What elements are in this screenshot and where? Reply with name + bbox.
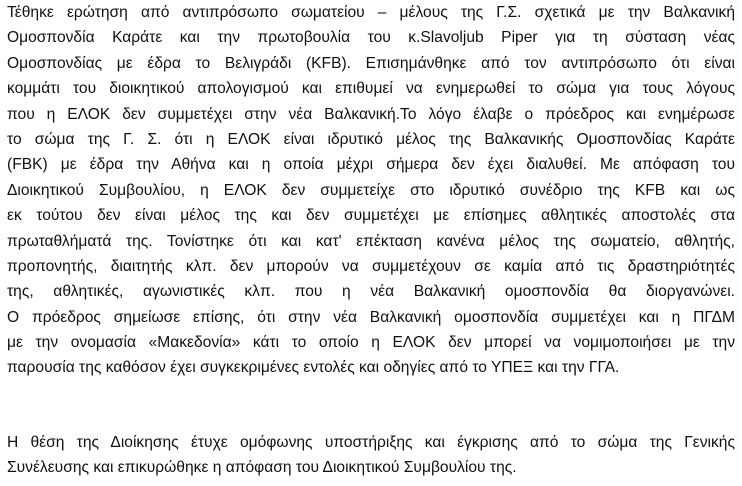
text-line: το σώμα της Γ. Σ. ότι η ΕΛΟΚ είναι ιδρυτικό μέλος της Βαλκανικής Ομοσπονδίας Καράτε	[7, 130, 735, 148]
text-line: της, αθλητικές, αγωνιστικές κλπ. που η νέα Βαλκανική ομοσπονδία θα διοργανώνει.	[7, 283, 735, 301]
text-line: που η ΕΛΟΚ δεν συμμετέχει στην νέα Βαλκανική.Το λόγο έλαβε ο πρόεδρος και ενημέρωσε	[7, 105, 735, 123]
text-line: Ομοσπονδίας με έδρα το Βελιγράδι (KFB). Επισημάνθηκε από τον αντιπρόσωπο ότι είναι	[7, 54, 735, 72]
text-line: εκ τούτου δεν είναι μέλος της και δεν συμμετέχει με επίσημες αθλητικές αποστολές στα	[7, 207, 735, 225]
text-line: (FBK) με έδρα την Αθήνα και η οποία μέχρι σήμερα δεν έχει διαλυθεί. Με απόφαση του	[7, 156, 735, 174]
text-line: προπονητής, διαιτητής κλπ. δεν μπορούν να συμμετέχουν σε καμία από τις δραστηριότητές	[7, 257, 735, 275]
text-line: κομμάτι του διοικητικού απολογισμού και επιθυμεί να ενημερωθεί το σώμα για τους λόγους	[7, 80, 735, 98]
text-line: Τέθηκε ερώτηση από αντιπρόσωπο σωματείου – μέλους της Γ.Σ. σχετικά με την Βαλκανική	[7, 4, 735, 21]
text-line: πρωταθλήματά της. Τονίστηκε ότι και κατ' επέκταση κανένα μέλος της σωματείο, αθλητής,	[7, 232, 735, 250]
paragraph-question-balkan-federation	[7, 0, 735, 381]
text-line: Ο πρόεδρος σημείωσε επίσης, ότι στην νέα Βαλκανική ομοσπονδία συμμετέχει και η ΠΓΔΜ	[7, 308, 735, 326]
text-line: Συνέλευσης και επικυρώθηκε η απόφαση του Διοικητικού Συμβουλίου της.	[7, 459, 517, 477]
paragraph-assembly-approval	[7, 430, 735, 481]
text-line: Η θέση της Διοίκησης έτυχε ομόφωνης υποστήριξης και έγκρισης από το σώμα της Γενικής	[7, 434, 735, 451]
text-line: παρουσία της καθόσον έχει συγκεκριμένες εντολές και οδηγίες από το ΥΠΕΞ και την ΓΓΑ.	[7, 359, 620, 377]
text-line: Διοικητικού Συμβουλίου, η ΕΛΟΚ δεν συμμετείχε στο ιδρυτικό συνέδριο της KFB και ως	[7, 181, 735, 199]
text-line: Ομοσπονδία Καράτε και την πρωτοβουλία του κ.Slavoljub Piper για τη σύσταση νέας	[7, 29, 735, 47]
text-line: με την ονομασία «Μακεδονία» κάτι το οποίο η ΕΛΟΚ δεν μπορεί να νομιμοποιήσει με την	[7, 334, 735, 352]
